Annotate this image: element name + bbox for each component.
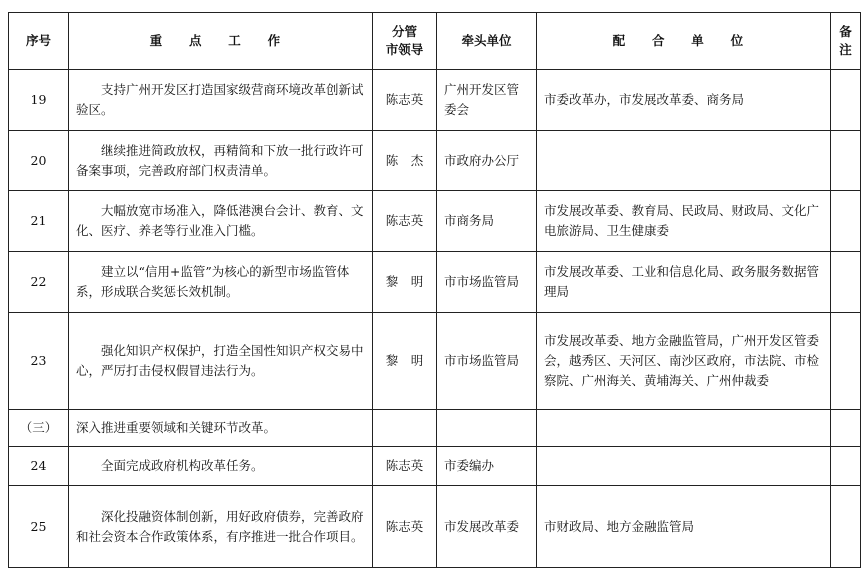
row-task: 建立以“信用+监管”为核心的新型市场监管体系，形成联合奖惩长效机制。 — [69, 252, 373, 313]
row-task: 深化投融资体制创新，用好政府债券，完善政府和社会资本合作政策体系，有序推进一批合作项目。 — [69, 486, 373, 568]
table-row — [9, 447, 861, 486]
header-task: 重 点 工 作 — [69, 13, 373, 70]
row-lead-unit: 广州开发区管委会 — [437, 70, 537, 131]
row-coop-units — [537, 447, 831, 486]
section-empty-cell — [373, 410, 437, 447]
header-coop-units: 配 合 单 位 — [537, 13, 831, 70]
section-empty-cell — [437, 410, 537, 447]
header-leader-line1: 分管 — [391, 24, 417, 39]
row-no: 22 — [9, 252, 69, 313]
row-leader: 陈志英 — [373, 70, 437, 131]
row-no: 20 — [9, 131, 69, 191]
row-coop-units — [537, 131, 831, 191]
row-task: 强化知识产权保护，打造全国性知识产权交易中心，严厉打击侵权假冒违法行为。 — [69, 313, 373, 410]
section-title: 深入推进重要领域和关键环节改革。 — [69, 410, 373, 447]
table-row — [9, 70, 861, 131]
row-remarks — [831, 447, 861, 486]
row-task: 支持广州开发区打造国家级营商环境改革创新试验区。 — [69, 70, 373, 131]
row-lead-unit: 市委编办 — [437, 447, 537, 486]
row-leader: 黎 明 — [373, 313, 437, 410]
row-task: 大幅放宽市场准入，降低港澳台会计、教育、文化、医疗、养老等行业准入门槛。 — [69, 191, 373, 252]
table-row — [9, 313, 861, 410]
row-no: 21 — [9, 191, 69, 252]
row-leader: 陈志英 — [373, 191, 437, 252]
table-row — [9, 191, 861, 252]
row-lead-unit: 市市场监管局 — [437, 313, 537, 410]
row-no: 19 — [9, 70, 69, 131]
header-no: 序号 — [9, 13, 69, 70]
row-remarks — [831, 191, 861, 252]
row-no: 23 — [9, 313, 69, 410]
row-remarks — [831, 70, 861, 131]
table-row — [9, 486, 861, 568]
row-lead-unit: 市发展改革委 — [437, 486, 537, 568]
row-lead-unit: 市商务局 — [437, 191, 537, 252]
row-lead-unit: 市政府办公厅 — [437, 131, 537, 191]
table-row — [9, 131, 861, 191]
table-header-row — [9, 13, 861, 70]
row-coop-units: 市发展改革委、地方金融监管局，广州开发区管委会，越秀区、天河区、南沙区政府，市法院、市检察院、广州海关、黄埔海关、广州仲裁委 — [537, 313, 831, 410]
row-coop-units: 市委改革办，市发展改革委、商务局 — [537, 70, 831, 131]
row-leader: 陈志英 — [373, 486, 437, 568]
work-table — [8, 12, 861, 568]
header-leader — [373, 13, 437, 70]
section-empty-cell — [831, 410, 861, 447]
row-lead-unit: 市市场监管局 — [437, 252, 537, 313]
row-remarks — [831, 252, 861, 313]
row-remarks — [831, 131, 861, 191]
row-remarks — [831, 486, 861, 568]
row-no: 24 — [9, 447, 69, 486]
header-remarks: 备注 — [831, 13, 861, 70]
header-leader-line2: 市领导 — [385, 42, 424, 57]
row-coop-units: 市发展改革委、教育局、民政局、财政局、文化广电旅游局、卫生健康委 — [537, 191, 831, 252]
table-row — [9, 252, 861, 313]
row-task: 全面完成政府机构改革任务。 — [69, 447, 373, 486]
row-no: 25 — [9, 486, 69, 568]
header-lead-unit: 牵头单位 — [437, 13, 537, 70]
row-leader: 陈 杰 — [373, 131, 437, 191]
section-row — [9, 410, 861, 447]
row-leader: 陈志英 — [373, 447, 437, 486]
row-coop-units: 市财政局、地方金融监管局 — [537, 486, 831, 568]
section-no: （三） — [9, 410, 69, 447]
row-task: 继续推进简政放权，再精简和下放一批行政许可备案事项，完善政府部门权责清单。 — [69, 131, 373, 191]
row-coop-units: 市发展改革委、工业和信息化局、政务服务数据管理局 — [537, 252, 831, 313]
row-leader: 黎 明 — [373, 252, 437, 313]
section-empty-cell — [537, 410, 831, 447]
row-remarks — [831, 313, 861, 410]
